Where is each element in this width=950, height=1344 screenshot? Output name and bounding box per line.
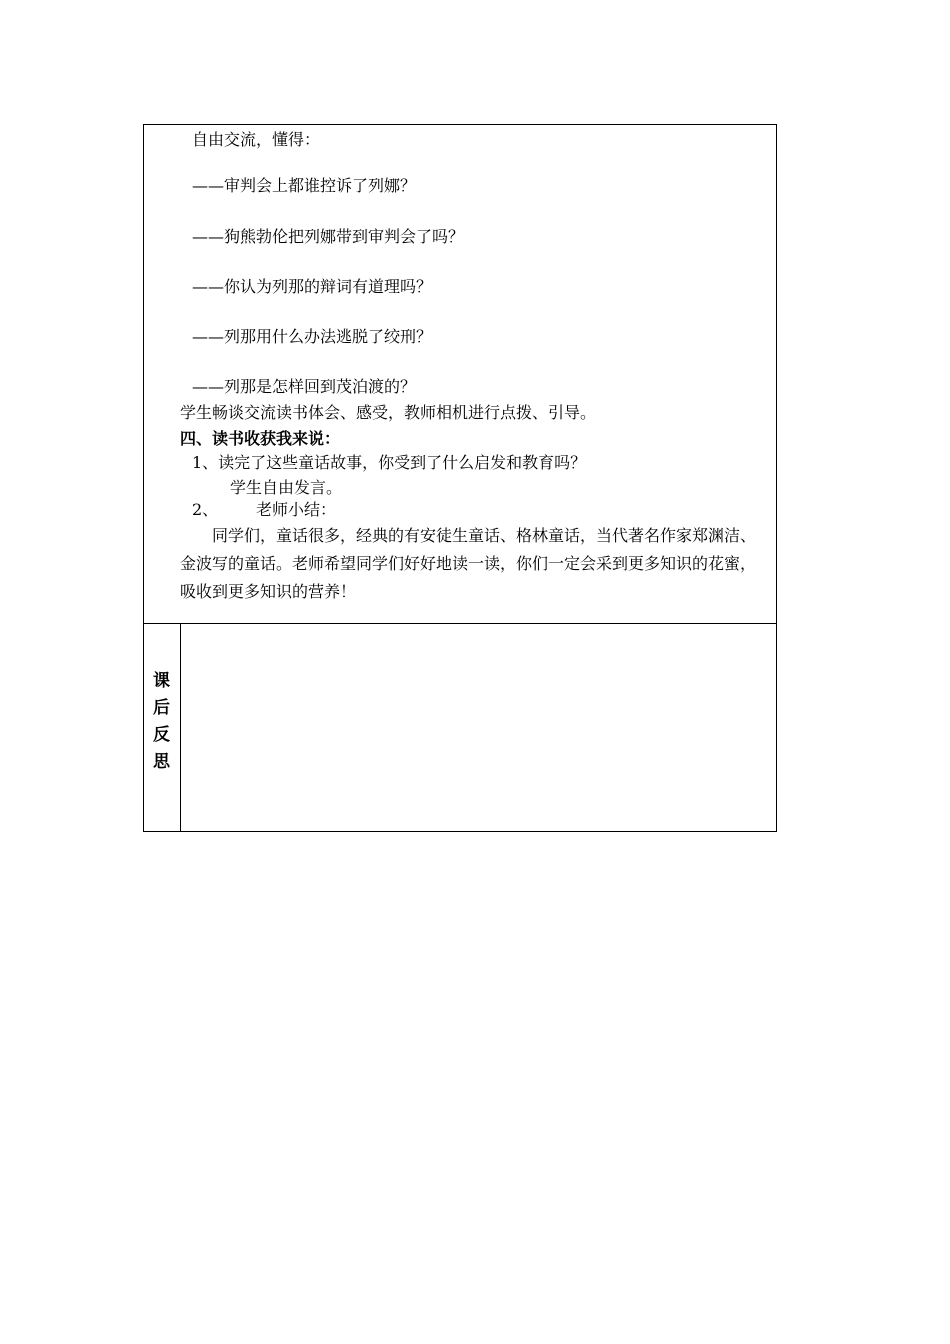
label-char: 后 — [153, 698, 170, 718]
question-3: ——你认为列那的辩词有道理吗？ — [192, 277, 433, 296]
question-2: ——狗熊勃伦把列娜带到审判会了吗？ — [192, 227, 465, 246]
item-1-answer: 学生自由发言。 — [230, 478, 343, 497]
item-2-label: 老师小结： — [256, 500, 337, 519]
question-5: ——列那是怎样回到茂泊渡的？ — [192, 377, 417, 396]
label-char: 思 — [153, 752, 170, 772]
intro-line: 自由交流，懂得： — [192, 130, 321, 149]
label-char: 反 — [153, 725, 170, 745]
section-4-heading: 四、读书收获我来说： — [180, 429, 341, 448]
label-char: 课 — [153, 671, 170, 691]
question-4: ——列那用什么办法逃脱了绞刑？ — [192, 327, 433, 346]
item-2-number: 2、 — [192, 500, 219, 519]
reflection-label — [143, 668, 180, 776]
item-1: 1、读完了这些童话故事，你受到了什么启发和教育吗？ — [192, 453, 587, 472]
column-divider — [180, 624, 181, 831]
summary-paragraph: 同学们，童话很多，经典的有安徒生童话、格林童话，当代著名作家郑渊洁、金波写的童话。老师希望同学们好好地读一读，你们一定会采到更多知识的花蜜，吸收到更多知识的营养！ — [180, 526, 757, 601]
discussion-line: 学生畅谈交流读书体会、感受，教师相机进行点拨、引导。 — [180, 403, 597, 422]
question-1: ——审判会上都谁控诉了列娜？ — [192, 176, 417, 195]
row-divider — [144, 623, 776, 624]
